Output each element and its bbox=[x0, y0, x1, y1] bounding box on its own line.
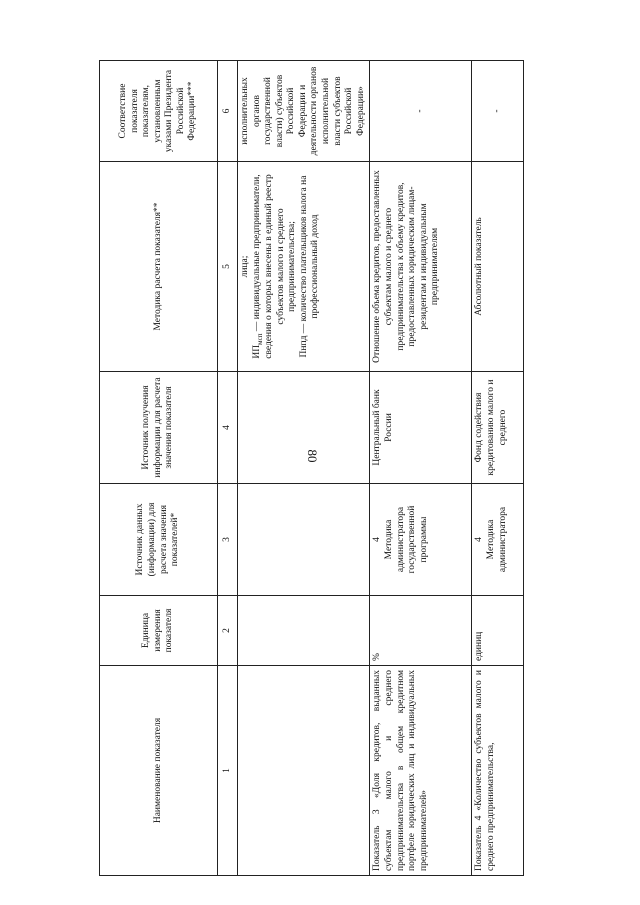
header-info-source: Источник получения информации для расчета значения показателя bbox=[100, 372, 218, 484]
formula-npd-description: — количество плательщиков налога на профессиональный доход bbox=[298, 175, 321, 336]
empty-cell bbox=[238, 596, 370, 666]
header-presidential-compliance: Соответствие показателя показателям, установленным указами Президента Российской Федерации*** bbox=[100, 61, 218, 162]
formula-ip-description: — индивидуальные предприниматели, сведения о которых внесены в единый реестр субъектов малого и среднего предпринимательства; bbox=[251, 174, 298, 359]
formula-ip-subscript: мсп bbox=[255, 333, 264, 345]
calculation-method: Отношение объема кредитов, предоставленных субъектам малого и среднего предпринимательства к объему кредитов, предоставленных юридическим лицам-резидентам и индивидуальным предпринимателям bbox=[370, 162, 472, 372]
presidential-compliance: - bbox=[472, 61, 524, 162]
info-source: Центральный банк России bbox=[370, 372, 472, 484]
indicator-unit: единиц bbox=[472, 596, 524, 666]
formula-intro: лица; bbox=[240, 255, 250, 278]
empty-cell bbox=[238, 372, 370, 484]
indicator-table-rotated bbox=[99, 61, 508, 876]
indicator-name: Показатель 3 «Доля кредитов, выданных субъектам малого и среднего предпринимательства в общем кредитном портфеле юридических лиц и индивидуальных предпринимателей» bbox=[370, 666, 472, 876]
empty-cell bbox=[238, 484, 370, 596]
table-row-continuation bbox=[238, 61, 370, 876]
column-number: 4 bbox=[218, 372, 238, 484]
formula-ip-symbol: ИП bbox=[251, 344, 262, 359]
column-number-row bbox=[218, 61, 238, 876]
header-calculation-method: Методика расчета показателя** bbox=[100, 162, 218, 372]
empty-cell bbox=[238, 666, 370, 876]
column-number: 5 bbox=[218, 162, 238, 372]
indicator-table bbox=[99, 60, 524, 876]
indicator-unit: % bbox=[370, 596, 472, 666]
header-indicator-name: Наименование показателя bbox=[100, 666, 218, 876]
presidential-compliance: - bbox=[370, 61, 472, 162]
calculation-method: Абсолютный показатель bbox=[472, 162, 524, 372]
data-source-number: 4 bbox=[372, 537, 383, 542]
formula-ip-line bbox=[252, 166, 299, 367]
column-number: 2 bbox=[218, 596, 238, 666]
formula-npd-symbol: Пнпд bbox=[298, 335, 309, 358]
column-number: 1 bbox=[218, 666, 238, 876]
header-data-source: Источник данных (информации) для расчета значения показателей* bbox=[100, 484, 218, 596]
column-number: 6 bbox=[218, 61, 238, 162]
table-row bbox=[370, 61, 472, 876]
column-number: 3 bbox=[218, 484, 238, 596]
data-source-text: Методика администратора bbox=[485, 506, 508, 573]
data-source-number: 4 bbox=[474, 537, 485, 542]
indicator-name: Показатель 4 «Количество субъектов малого и среднего предпринимательства, bbox=[472, 666, 524, 876]
data-source-text: Методика администратора государственной программы bbox=[383, 505, 429, 574]
formula-npd-line bbox=[299, 166, 322, 367]
table-row bbox=[472, 61, 524, 876]
info-source: Фонд содействия кредитованию малого и среднего bbox=[472, 372, 524, 484]
formula-legend-cell bbox=[238, 162, 370, 372]
data-source-cell bbox=[370, 484, 472, 596]
data-source-cell bbox=[472, 484, 524, 596]
table-header-row bbox=[100, 61, 218, 876]
header-unit: Единица измерения показателя bbox=[100, 596, 218, 666]
compliance-continuation: исполнительных органов государственной власти) субъектов Российской Федерации и деятельности органов исполнительной власти субъектов Российской Федерации» bbox=[238, 61, 370, 162]
page-number: 80 bbox=[305, 449, 320, 463]
